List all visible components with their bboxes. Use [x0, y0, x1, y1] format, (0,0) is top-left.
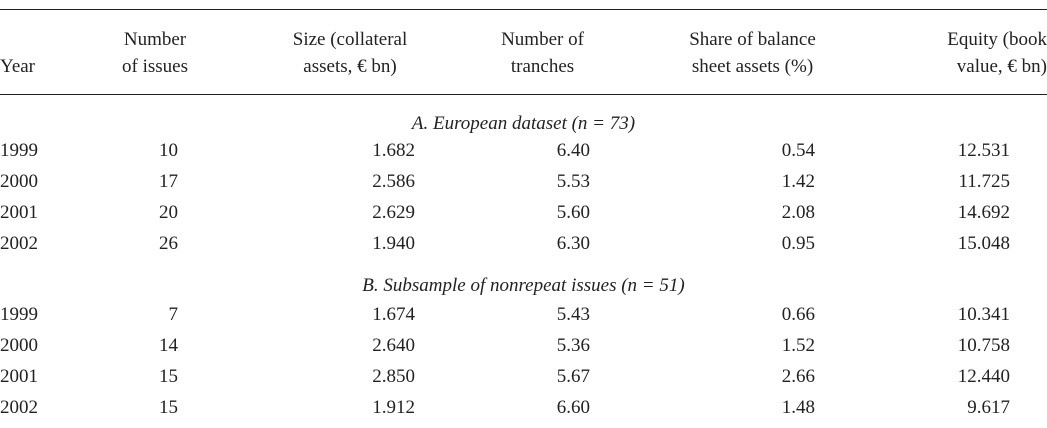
- cell-tranches: 6.30: [556, 233, 590, 254]
- header-equity: [885, 26, 1047, 82]
- header-equity-line-2: value, € bn): [956, 56, 1047, 77]
- header-equity-line-1: Equity (book: [947, 29, 1047, 50]
- table-row: [0, 231, 1047, 257]
- cell-tranches: 5.60: [556, 202, 590, 223]
- cell-issues: 26: [159, 233, 178, 254]
- table-row: [0, 200, 1047, 226]
- header-size: [255, 26, 445, 82]
- cell-size: 2.629: [372, 202, 415, 223]
- cell-share: 1.42: [781, 171, 815, 192]
- cell-share: 0.54: [781, 140, 815, 161]
- cell-issues: 14: [159, 335, 178, 356]
- cell-issues: 15: [159, 397, 178, 418]
- panel-a-title: A. European dataset (n = 73): [411, 113, 636, 134]
- cell-share: 1.52: [781, 335, 815, 356]
- cell-equity: 9.617: [967, 397, 1010, 418]
- cell-size: 2.640: [372, 335, 415, 356]
- header-share-line-1: Share of balance: [689, 29, 816, 50]
- header-tranches-line-1: Number of: [501, 29, 584, 50]
- cell-size: 1.674: [372, 304, 415, 325]
- cell-share: 1.48: [781, 397, 815, 418]
- cell-year: 2002: [0, 397, 38, 418]
- cell-year: 1999: [0, 140, 38, 161]
- cell-year: 2000: [0, 171, 38, 192]
- cell-equity: 10.758: [957, 335, 1010, 356]
- cell-equity: 12.531: [957, 140, 1010, 161]
- header-issues-line-1: Number: [123, 29, 187, 50]
- cell-issues: 10: [159, 140, 178, 161]
- cell-equity: 10.341: [957, 304, 1010, 325]
- cell-size: 1.940: [372, 233, 415, 254]
- header-rule: [0, 94, 1047, 95]
- cell-equity: 11.725: [958, 171, 1010, 192]
- cell-equity: 15.048: [957, 233, 1010, 254]
- header-number-of-tranches: [470, 26, 615, 82]
- cell-share: 0.95: [781, 233, 815, 254]
- cell-size: 1.682: [372, 140, 415, 161]
- cell-size: 1.912: [372, 397, 415, 418]
- table-row: [0, 395, 1047, 421]
- cell-share: 0.66: [781, 304, 815, 325]
- cell-size: 2.586: [372, 171, 415, 192]
- cell-tranches: 5.36: [556, 335, 590, 356]
- cell-year: 2002: [0, 233, 38, 254]
- header-size-line-2: assets, € bn): [303, 56, 397, 77]
- cell-share: 2.08: [781, 202, 815, 223]
- cell-tranches: 5.53: [556, 171, 590, 192]
- cell-issues: 7: [168, 304, 178, 325]
- cell-issues: 15: [159, 366, 178, 387]
- cell-equity: 12.440: [957, 366, 1010, 387]
- table-row: [0, 302, 1047, 328]
- cell-share: 2.66: [781, 366, 815, 387]
- table-row: [0, 169, 1047, 195]
- cell-tranches: 6.60: [556, 397, 590, 418]
- header-tranches-line-2: tranches: [510, 56, 575, 77]
- cell-tranches: 5.43: [556, 304, 590, 325]
- cell-year: 2000: [0, 335, 38, 356]
- table-row: [0, 333, 1047, 359]
- cell-equity: 14.692: [957, 202, 1010, 223]
- header-year: [0, 53, 60, 80]
- cell-size: 2.850: [372, 366, 415, 387]
- table-row: [0, 364, 1047, 390]
- cell-tranches: 5.67: [556, 366, 590, 387]
- cell-tranches: 6.40: [556, 140, 590, 161]
- panel-b-title: B. Subsample of nonrepeat issues (n = 51): [362, 275, 685, 296]
- cell-year: 2001: [0, 366, 38, 387]
- table-row: [0, 138, 1047, 164]
- cell-year: 2001: [0, 202, 38, 223]
- header-number-of-issues: [100, 26, 210, 82]
- cell-issues: 20: [159, 202, 178, 223]
- header-share-line-2: sheet assets (%): [691, 56, 814, 77]
- cell-issues: 17: [159, 171, 178, 192]
- header-share-of-balance-sheet: [650, 26, 855, 82]
- header-size-line-1: Size (collateral: [292, 29, 408, 50]
- header-issues-line-2: of issues: [122, 56, 188, 77]
- header-year-line-1: Year: [0, 56, 36, 77]
- cell-year: 1999: [0, 304, 38, 325]
- top-rule: [0, 9, 1047, 10]
